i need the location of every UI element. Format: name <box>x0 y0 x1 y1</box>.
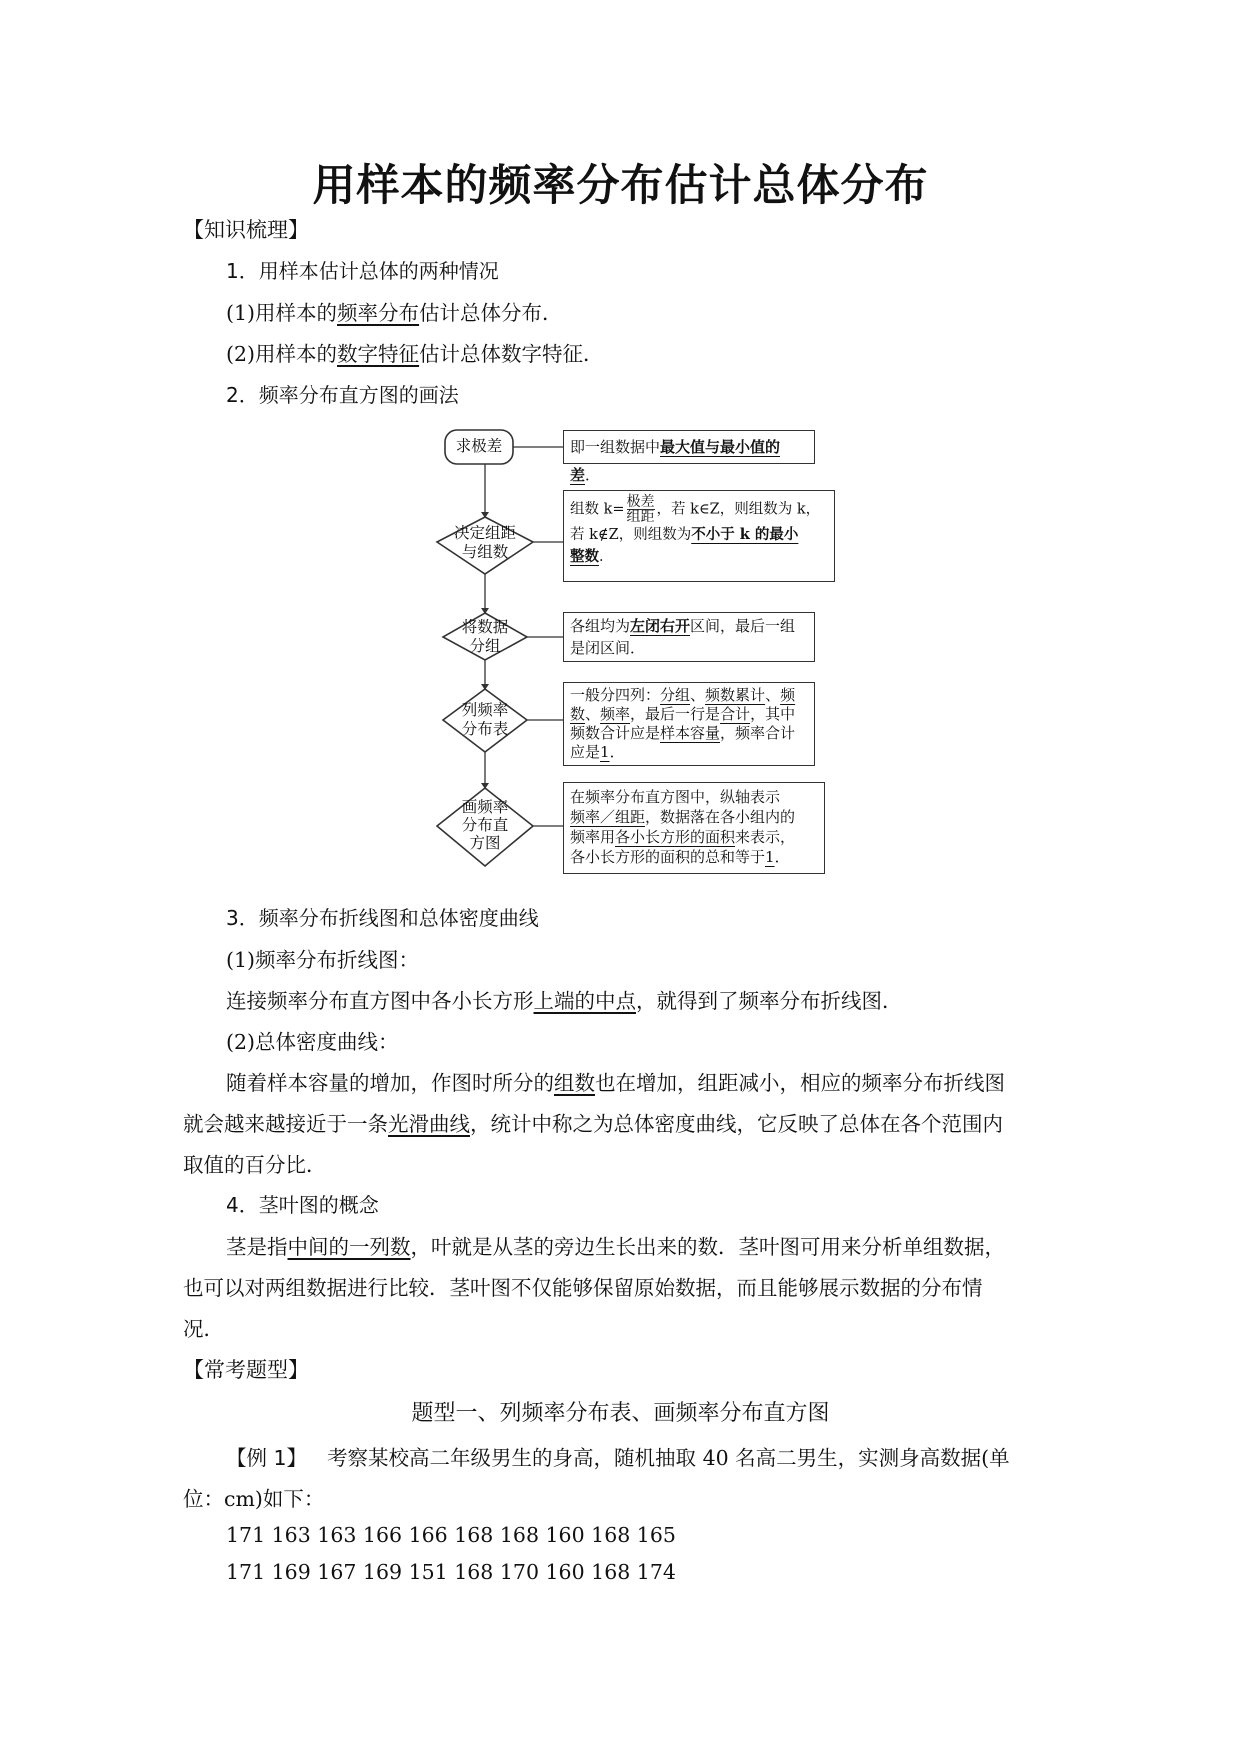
line-4-2: 也可以对两组数据进行比较．茎叶图不仅能够保留原始数据，而且能够展示数据的分布情 <box>183 1276 983 1300</box>
line-3-2: (2)总体密度曲线： <box>226 1030 399 1054</box>
box-table: 一般分四列：分组、频数累计、频 数、频率，最后一行是合计，其中 频数合计应是样本容量，频率合计 应是1． <box>563 682 815 766</box>
heading-4: 4．茎叶图的概念 <box>226 1193 379 1217</box>
box-grouping: 各组均为左闭右开区间，最后一组 是闭区间． <box>563 612 815 662</box>
line-3-1: (1)频率分布折线图： <box>226 948 420 972</box>
node-table-label: 列频率 分布表 <box>461 701 509 738</box>
box-range: 即一组数据中最大值与最小值的差． <box>563 430 815 464</box>
data-row-2: 171 169 167 169 151 168 170 160 168 174 <box>226 1560 676 1584</box>
line-1-2: (2)用样本的数字特征估计总体数字特征． <box>226 342 604 366</box>
line-4-3: 况． <box>183 1317 224 1341</box>
heading-2: 2．频率分布直方图的画法 <box>226 383 459 407</box>
heading-3: 3．频率分布折线图和总体密度曲线 <box>226 906 539 930</box>
box-histogram: 在频率分布直方图中，纵轴表示 频率／组距，数据落在各小组内的 频率用各小长方形的面积来表示， 各小长方形的面积的总和等于1． <box>563 782 825 874</box>
example-line-2: 位：cm)如下： <box>183 1487 325 1511</box>
data-row-1: 171 163 163 166 166 168 168 160 168 165 <box>226 1523 676 1547</box>
node-grouping-label: 将数据 分组 <box>461 618 509 655</box>
example-line-1: 【例 1】 考察某校高二年级男生的身高，随机抽取 40 名高二男生，实测身高数据(单 <box>226 1446 1010 1470</box>
line-3-2-text-1: 随着样本容量的增加，作图时所分的组数也在增加，组距减小，相应的频率分布折线图 <box>226 1071 1005 1095</box>
line-3-1-text: 连接频率分布直方图中各小长方形上端的中点，就得到了频率分布折线图． <box>226 989 903 1013</box>
type-heading: 题型一、列频率分布表、画频率分布直方图 <box>411 1401 830 1426</box>
line-3-2-text-3: 取值的百分比． <box>183 1153 327 1177</box>
line-1-1: (1)用样本的频率分布估计总体分布． <box>226 301 563 325</box>
section-knowledge: 【知识梳理】 <box>183 218 309 242</box>
flowchart <box>430 428 850 888</box>
line-4-1: 茎是指中间的一列数，叶就是从茎的旁边生长出来的数．茎叶图可用来分析单组数据， <box>226 1235 1005 1259</box>
heading-1: 1．用样本估计总体的两种情况 <box>226 259 499 283</box>
node-interval-label: 决定组距 与组数 <box>453 524 516 561</box>
page-title: 用样本的频率分布估计总体分布 <box>312 161 929 211</box>
node-range-label: 求极差 <box>455 437 503 455</box>
node-histogram-label: 画频率 分布直 方图 <box>461 798 509 852</box>
line-3-2-text-2: 就会越来越接近于一条光滑曲线，统计中称之为总体密度曲线，它反映了总体在各个范围内 <box>183 1112 1003 1136</box>
section-common: 【常考题型】 <box>183 1358 309 1382</box>
box-interval: 组数 k= $\frac{\text{极差}}{\text{组距}}$ ，若 k∈Z，则组数为 k， 若 k∉Z，则组数为不小于 k 的最小 整数． <box>563 490 835 582</box>
